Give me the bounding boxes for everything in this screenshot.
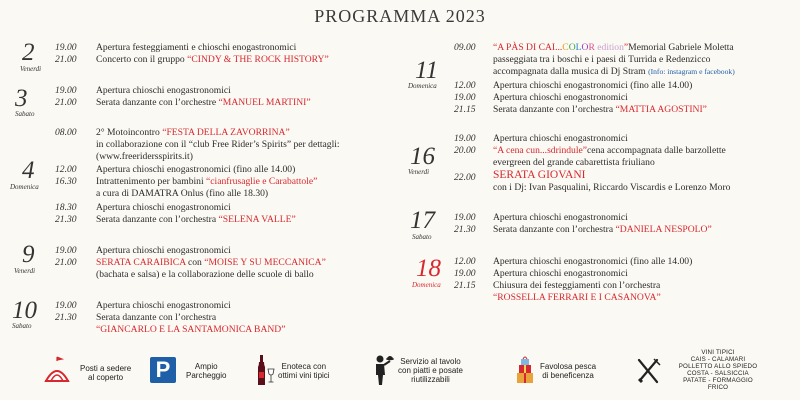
event-time: 21.30 [454,224,476,235]
day-name-10: Sabato [12,322,32,330]
event-time: 21.15 [454,104,476,115]
event-text: Intrattenimento per bambini “cianfrusaglie e Carabattole” [96,176,318,187]
event-text: Apertura chioschi enogastronomici [493,268,628,279]
day-number-17: 17 [410,207,435,234]
footer-item-wine [256,343,356,400]
day-number-4: 4 [22,157,35,184]
services-footer [0,343,800,400]
day-name-17: Sabato [412,233,432,241]
day-number-3: 3 [15,85,28,112]
event-time: 21.15 [454,280,476,291]
website-link[interactable]: (www.freeridersspirits.it) [96,151,193,162]
page-title: PROGRAMMA 2023 [314,6,486,26]
event-text: Serata danzante con l’orchestra “DANIELA NESPOLO” [493,224,712,235]
parking-icon: P [150,357,176,383]
event-time: 19.00 [454,268,476,279]
event-text: “A cena cun...sdrindule”cena accompagnata dalle barzollette [493,145,726,156]
event-time: 19.00 [454,212,476,223]
event-text: Apertura chioschi enogastronomici [96,245,231,256]
day-name-18: Domenica [412,281,441,289]
event-time: 12.00 [454,80,476,91]
event-text: Apertura chioschi enogastronomici [493,133,628,144]
event-time: 19.00 [454,133,476,144]
tent-icon [44,355,70,385]
event-text: Apertura chioschi enogastronomici (fino alle 14.00) [493,256,693,267]
event-time: 19.00 [55,300,77,311]
footer-item-service [366,343,496,400]
day-number-18: 18 [416,255,441,282]
event-text: “A PÀS DI CAI...COLOR edition”Memorial Gabriele Moletta [493,42,734,53]
footer-label-parking: Ampio Parcheggio [186,362,227,380]
event-text: passeggiata tra i boschi e i paesi di Turrida e Redenzicco [493,54,711,65]
event-text: accompagnata dalla musica di Dj Stram (Info: instagram e facebook) [493,66,735,77]
day-name-4: Domenica [10,183,39,191]
event-text: Serata danzante con l’orchestre “MANUEL MARTINI” [96,97,311,108]
day-number-16: 16 [410,143,435,170]
footer-label-service: Servizio al tavolo con piatti e posate riutilizzabili [398,357,463,384]
event-text: Apertura chioschi enogastronomici [96,202,231,213]
event-text: Chiusura dei festeggiamenti con l’orchestra [493,280,661,291]
event-text: Apertura chioschi enogastronomici [96,85,231,96]
event-time: 12.00 [454,256,476,267]
day-number-11: 11 [415,57,439,84]
event-time: 20.00 [454,145,476,156]
event-text-highlight: “GIANCARLO E LA SANTAMONICA BAND” [96,324,286,335]
event-time: 21.00 [55,97,77,108]
waiter-icon [368,353,394,387]
event-text: Concerto con il gruppo “CINDY & THE ROCK HISTORY” [96,54,329,65]
event-time: 12.00 [55,164,77,175]
day-number-10: 10 [12,297,37,324]
day-number-9: 9 [22,241,35,268]
event-text: SERATA CARAIBICA con “MOISE Y SU MECCANICA” [96,257,326,268]
day-name-2: Venerdì [20,65,42,73]
event-time: 21.00 [55,54,77,65]
event-time: 08.00 [55,127,77,138]
event-text: Apertura chioschi enogastronomici [493,92,628,103]
color-edition-title: “A PÀS DI CAI...COLOR edition” [493,42,629,53]
event-text-highlight: SERATA GIOVANI [493,169,586,181]
event-text: a cura di DAMATRA Onlus (fino alle 18.30) [96,188,269,199]
footer-label-lottery: Favolosa pesca di beneficenza [540,362,597,380]
event-text: Serata danzante con l’orchestra “SELENA VALLE” [96,214,296,225]
event-text: evergreen del grande cabarettista friuliano [493,157,655,168]
event-time: 19.00 [55,42,77,53]
event-text: in collaborazione con il “club Free Rider’s Spirits” per dettagli: [96,139,340,150]
event-time: 22.00 [454,172,476,183]
event-time: 21.00 [55,257,77,268]
event-time: 19.00 [55,245,77,256]
event-time: 18.30 [55,202,77,213]
footer-label-wine: Enoteca con ottimi vini tipici [278,362,330,380]
event-time: 21.30 [55,214,77,225]
info-social-text: (Info: instagram e facebook) [648,67,735,76]
gift-icon [514,355,536,385]
event-time: 19.00 [454,92,476,103]
footer-item-parking [150,343,250,400]
wine-bottle-icon [256,353,276,387]
footer-label-menu: VINI TIPICI CAIS - CALAMARI POLLETTO ALLO SPIEDO COSTA - SALSICCIA PATATE - FORMAGGIO FRICO [678,349,758,391]
event-time: 19.00 [55,85,77,96]
event-text-highlight: “ROSSELLA FERRARI E I CASANOVA” [493,292,661,303]
event-time: 16.30 [55,176,77,187]
day-number-2: 2 [22,39,35,66]
footer-label-seating: Posti a sedere al coperto [80,364,132,382]
event-text: Apertura chioschi enogastronomici (fino alle 14.00) [96,164,296,175]
day-name-16: Venerdì [408,168,430,176]
fork-knife-icon [636,357,662,385]
day-name-3: Sabato [15,110,35,118]
day-name-9: Venerdì [14,267,36,275]
event-text: Serata danzante con l’orchestra [96,312,217,323]
footer-item-lottery [512,343,632,400]
event-text: Apertura chioschi enogastronomici [96,300,231,311]
day-name-11: Domenica [408,82,437,90]
event-text: Apertura festeggiamenti e chioschi enogastronomici [96,42,297,53]
event-text: Apertura chioschi enogastronomici [493,212,628,223]
event-time: 21.30 [55,312,77,323]
footer-item-seating [40,343,150,400]
event-time: 09.00 [454,42,476,53]
event-text: con i Dj: Ivan Pasqualini, Riccardo Viscardis e Lorenzo Moro [493,182,731,193]
footer-item-menu [636,343,796,400]
event-text: 2° Motoincontro “FESTA DELLA ZAVORRINA” [96,127,290,138]
event-text: (bachata e salsa) e la collaborazione delle scuole di ballo [96,269,314,280]
event-text: Serata danzante con l’orchestra “MATTIA AGOSTINI” [493,104,707,115]
event-text: Apertura chioschi enogastronomici (fino alle 14.00) [493,80,693,91]
